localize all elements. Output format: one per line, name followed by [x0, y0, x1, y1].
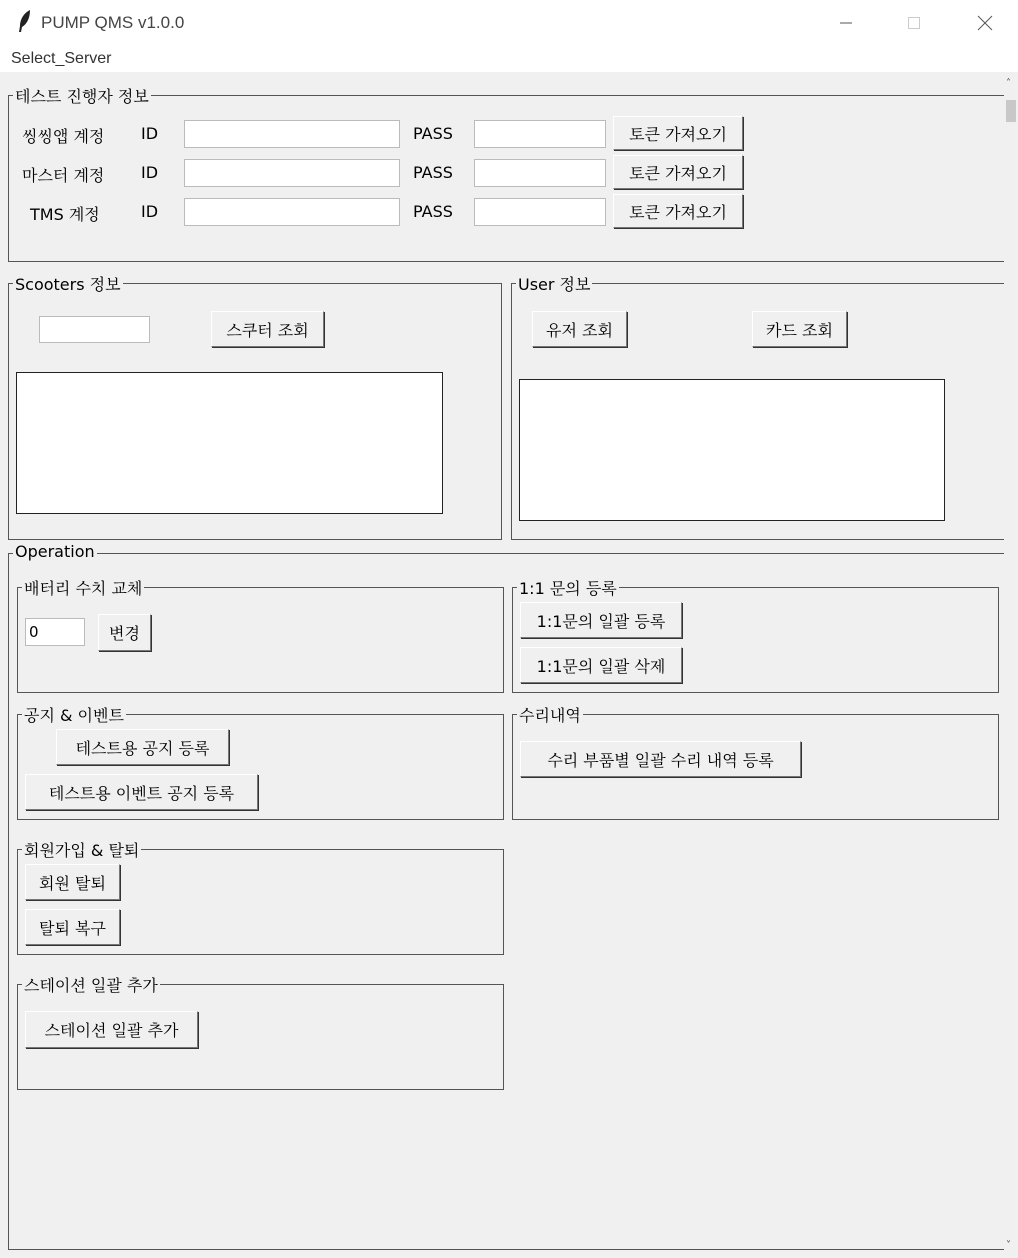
- card-search-button[interactable]: 카드 조회: [752, 311, 847, 347]
- station-add-button[interactable]: 스테이션 일괄 추가: [25, 1011, 198, 1048]
- scooters-legend: Scooters 정보: [13, 272, 123, 295]
- id-label: ID: [141, 163, 159, 182]
- account-label-master: 마스터 계정: [22, 166, 105, 185]
- close-button[interactable]: [962, 0, 1008, 46]
- ssing-id-input[interactable]: [184, 120, 400, 148]
- repair-register-button[interactable]: 수리 부품별 일괄 수리 내역 등록: [520, 741, 801, 777]
- id-label: ID: [141, 202, 159, 221]
- menu-bar: [0, 46, 1018, 72]
- window-title: PUMP QMS v1.0.0: [41, 13, 185, 32]
- repair-legend: 수리내역: [517, 703, 583, 726]
- tms-token-button[interactable]: 토큰 가져오기: [613, 194, 743, 228]
- station-legend: 스테이션 일괄 추가: [22, 973, 160, 996]
- notice-legend: 공지 & 이벤트: [22, 703, 126, 726]
- ssing-token-button[interactable]: 토큰 가져오기: [613, 116, 743, 150]
- menu-select-server[interactable]: Select_Server: [11, 50, 112, 67]
- test-notice-button[interactable]: 테스트용 공지 등록: [56, 729, 229, 765]
- user-result-list[interactable]: [519, 379, 945, 521]
- tms-pass-input[interactable]: [474, 198, 606, 226]
- operation-legend: Operation: [15, 542, 95, 561]
- user-search-button[interactable]: 유저 조회: [532, 311, 627, 347]
- scooter-search-button[interactable]: 스쿠터 조회: [211, 311, 324, 347]
- account-label-tms: TMS 계정: [30, 205, 100, 224]
- member-withdraw-button[interactable]: 회원 탈퇴: [25, 864, 120, 900]
- member-legend: 회원가입 & 탈퇴: [22, 838, 141, 861]
- inquiry-register-button[interactable]: 1:1문의 일괄 등록: [520, 602, 682, 638]
- maximize-button[interactable]: [891, 0, 937, 46]
- master-pass-input[interactable]: [474, 159, 606, 187]
- battery-change-button[interactable]: 변경: [98, 614, 151, 651]
- id-label: ID: [141, 124, 159, 143]
- minimize-icon: [839, 16, 853, 30]
- pass-label: PASS: [413, 124, 453, 143]
- ssing-pass-input[interactable]: [474, 120, 606, 148]
- scroll-down-icon[interactable]: ˅: [1006, 1240, 1011, 1251]
- tms-id-input[interactable]: [184, 198, 400, 226]
- scroll-up-icon[interactable]: ˄: [1006, 78, 1011, 89]
- account-label-ssing: 씽씽앱 계정: [22, 127, 105, 146]
- pass-label: PASS: [413, 163, 453, 182]
- vertical-scrollbar[interactable]: [1004, 72, 1018, 1258]
- inquiry-delete-button[interactable]: 1:1문의 일괄 삭제: [520, 647, 682, 683]
- scooter-search-input[interactable]: [39, 316, 150, 343]
- title-bar: [0, 0, 1018, 46]
- test-event-notice-button[interactable]: 테스트용 이벤트 공지 등록: [25, 774, 258, 810]
- pass-label: PASS: [413, 202, 453, 221]
- scroll-thumb[interactable]: [1006, 100, 1016, 122]
- user-legend: User 정보: [516, 272, 592, 295]
- scooter-result-list[interactable]: [16, 372, 443, 514]
- member-restore-button[interactable]: 탈퇴 복구: [25, 909, 120, 945]
- tester-info-legend: 테스트 진행자 정보: [13, 84, 151, 107]
- feather-icon: [17, 9, 33, 33]
- minimize-button[interactable]: [823, 0, 869, 46]
- master-token-button[interactable]: 토큰 가져오기: [613, 155, 743, 189]
- battery-frame: [17, 579, 504, 693]
- battery-legend: 배터리 수치 교체: [22, 576, 144, 599]
- maximize-icon: [907, 16, 921, 30]
- master-id-input[interactable]: [184, 159, 400, 187]
- inquiry-legend: 1:1 문의 등록: [517, 576, 619, 599]
- close-icon: [977, 15, 993, 31]
- battery-value-input[interactable]: 0: [25, 618, 85, 646]
